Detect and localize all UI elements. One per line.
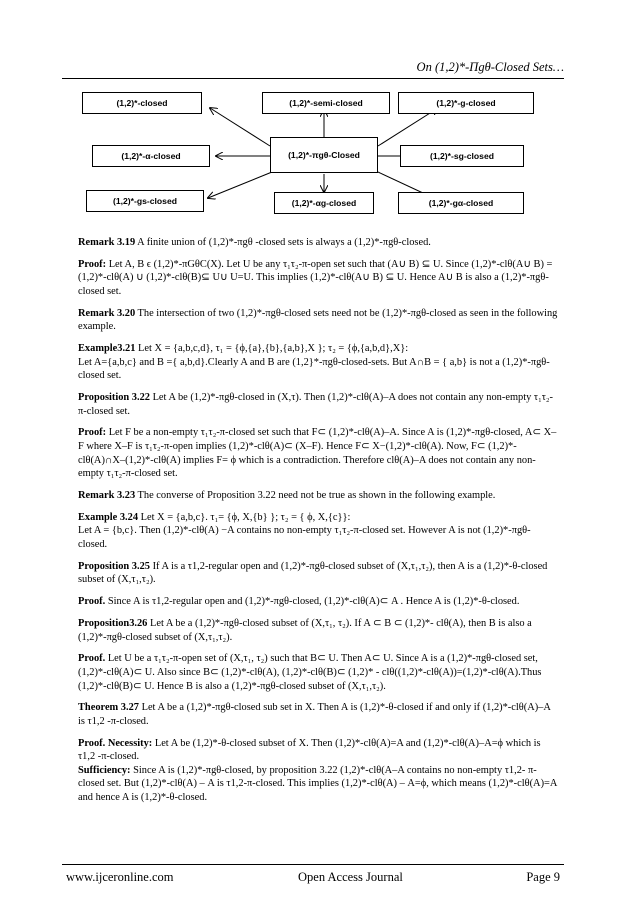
proof-sufficiency xyxy=(78,764,558,805)
proof-label: Proof. xyxy=(78,596,106,608)
proof-text: Let A be (1,2)*-θ-closed subset of X. Then (1,2)*-clθ(A)=A and (1,2)*-clθ(A)–A=ϕ which is τ1,2 -π-closed. xyxy=(78,737,541,763)
box-closed: (1,2)*-closed xyxy=(82,92,202,114)
example-label: Example 3.24 xyxy=(78,511,139,523)
box-alpha-closed: (1,2)*-α-closed xyxy=(92,145,210,167)
page-footer xyxy=(62,870,564,886)
remark-label: Remark 3.19 xyxy=(78,237,136,248)
example-text-2: Let A={a,b,c} and B ={ a,b,d}.Clearly A and B are (1,2}*-πgθ-closed-sets. But A∩B = { a,b} is not a (1,2)*-πgθ-closed set. xyxy=(78,356,550,382)
remark-text: The converse of Proposition 3.22 need not be true as shown in the following example. xyxy=(135,490,496,502)
proof-label: Proof: xyxy=(78,427,107,439)
box-g-alpha-closed: (1,2)*-gα-closed xyxy=(398,192,524,214)
proof-3-19 xyxy=(78,258,558,299)
proof-text: Let U be a τ₁τ₂-π-open set of (X,τ₁, τ₂) such that B⊂ U. Then A⊂ U. Since A is a (1,2)*-πgθ-closed set, (1,2)*-clθ(A)⊂ U. Also since B⊂ (1,2)*-clθ(A), (1,2)*-clθ(B)⊂ (1,2)* - clθ((1,2)*-clθ(A))=(1,2)*-clθ(A).Thus (1,2)*-clθ(B)⊂ U. Hence B is also a (1,2)*-πgθ-closed subset of (X,τ₁,τ₂). xyxy=(78,653,542,692)
remark-text: A finite union of (1,2)*-πgθ -closed sets is always a (1,2)*-πgθ-closed. xyxy=(135,237,431,248)
theorem-label: Theorem 3.27 xyxy=(78,702,139,714)
example-3-21 xyxy=(78,342,558,383)
remark-3-20 xyxy=(78,307,558,334)
example-3-24 xyxy=(78,511,558,552)
theorem-text: Let A be a (1,2)*-πgθ-closed sub set in X. Then A is (1,2)*-θ-closed if and only if (1,2)*-clθ(A)–A is τ1,2 -π-closed. xyxy=(78,702,551,727)
remark-3-23 xyxy=(78,489,558,503)
proof-3-26 xyxy=(78,652,558,693)
proof-label: Proof: xyxy=(78,258,107,270)
running-header: On (1,2)*-Πgθ-Closed Sets… xyxy=(416,60,564,74)
proposition-text: Let A be a (1,2)*-πgθ-closed subset of (X,τ₁, τ₂). If A ⊂ B ⊂ (1,2)*- clθ(A), then B is also a (1,2)*-πgθ-closed subset of (X,τ₁,τ₂). xyxy=(78,617,532,643)
proof-label: Proof. Necessity: xyxy=(78,737,153,749)
sufficiency-text: Since A is (1,2)*-πgθ-closed, by proposition 3.22 (1,2)*-clθ(A–A contains no non-empty τ1,2- π-closed set. But (1,2)*-clθ(A) – A is τ1,2-π-closed. This implies (1,2)*-clθ(A) – A=ϕ, which means (1,2)*-clθ(A)=A and hence A is (1,2)*-θ-closed. xyxy=(78,764,557,804)
remark-label: Remark 3.20 xyxy=(78,307,136,319)
proof-text: Since A is τ1,2-regular open and (1,2)*-πgθ-closed, (1,2)*-clθ(A)⊂ A . Hence A is (1,2)*-θ-closed. xyxy=(105,596,520,608)
box-gs-closed: (1,2)*-gs-closed xyxy=(86,190,204,212)
theorem-3-27 xyxy=(78,701,558,728)
example-text-2: Let A = {b,c}. Then (1,2)*-clθ(A) −A contains no non-empty τ₁τ₂-π-closed set. However A is not (1,2)*-πgθ-closed. xyxy=(78,525,531,550)
proposition-label: Proposition3.26 xyxy=(78,617,148,629)
proof-text: Let A, B ϵ (1,2)*-πGθC(X). Let U be any τ₁τ₂-π-open set such that (A∪ B) ⊆ U. Since (1,2)*-clθ(A∪ B) = (1,2)*-clθ(A) ∪ (1,2)*-clθ(B)⊆ U∪ U=U. This implies (1,2)*-clθ(A∪ B) ⊆ U. Hence A∪ B is also a (1,2)*-πgθ-closed set. xyxy=(78,258,553,297)
header-rule xyxy=(62,78,564,79)
arrow-to-gs-closed xyxy=(208,172,272,198)
implication-diagram xyxy=(62,88,564,218)
footer-journal: Open Access Journal xyxy=(298,870,403,884)
sufficiency-label: Sufficiency: xyxy=(78,764,131,776)
proposition-text: Let A be (1,2)*-πgθ-closed in (X,τ). Then (1,2)*-clθ(A)–A does not contain any non-empty τ₁τ₂-π-closed set. xyxy=(78,392,553,417)
proposition-label: Proposition 3.25 xyxy=(78,560,150,572)
proof-3-22 xyxy=(78,426,558,480)
proof-label: Proof. xyxy=(78,653,106,665)
proposition-3-22 xyxy=(78,391,558,418)
example-label: Example3.21 xyxy=(78,343,136,355)
example-text: Let X = {a,b,c}. τ₁= {ϕ, X,{b} }; τ₂ = { ϕ, X,{c}}: xyxy=(138,511,351,523)
remark-label: Remark 3.23 xyxy=(78,490,136,502)
box-sg-closed: (1,2)*-sg-closed xyxy=(400,145,524,167)
box-pi-g-theta-closed: (1,2)*-πgθ-Closed xyxy=(270,137,378,173)
proof-text: Let F be a non-empty τ₁τ₂-π-closed set such that F⊂ (1,2)*-clθ(A)–A. Since A is (1,2)*-πgθ-closed, A⊂ X–F where X–F is τ₁τ₂-π-open implies (1,2)*-clθ(A)⊂ (X–F). Hence F⊂ X−(1,2)*-clθ(A). Now, F⊂ (1,2)*-clθ(A)∩X–(1,2)*-clθ(A) implies F= ϕ which is a contradiction. Therefore clθ(A)–A does not contain any non-empty τ₁τ₂-π-closed set. xyxy=(78,427,557,480)
proof-necessity xyxy=(78,737,558,764)
footer-rule xyxy=(62,864,564,865)
proposition-3-25 xyxy=(78,560,558,587)
box-semi-closed: (1,2)*-semi-closed xyxy=(262,92,390,114)
proposition-3-26 xyxy=(78,617,558,644)
proposition-text: If A is a τ1,2-regular open and (1,2)*-πgθ-closed subset of (X,τ₁,τ₂), then A is a (1,2)*-θ-closed subset of (X,τ₁,τ₂). xyxy=(78,560,548,586)
footer-page-number: Page 9 xyxy=(526,870,560,884)
footer-site[interactable]: www.ijceronline.com xyxy=(66,870,174,884)
article-body xyxy=(78,236,558,813)
remark-text: The intersection of two (1,2)*-πgθ-closed sets need not be (1,2)*-πgθ-closed as seen in the following example. xyxy=(78,307,558,333)
remark-3-19 xyxy=(78,236,558,250)
box-g-closed: (1,2)*-g-closed xyxy=(398,92,534,114)
example-text: Let X = {a,b,c,d}, τ₁ = {ϕ,{a},{b},{a,b},X }; τ₂ = {ϕ,{a,b,d},X}: xyxy=(135,343,409,355)
box-alpha-g-closed: (1,2)*-αg-closed xyxy=(274,192,374,214)
arrow-to-closed xyxy=(210,108,270,146)
proof-3-25 xyxy=(78,595,558,609)
proposition-label: Proposition 3.22 xyxy=(78,392,150,404)
